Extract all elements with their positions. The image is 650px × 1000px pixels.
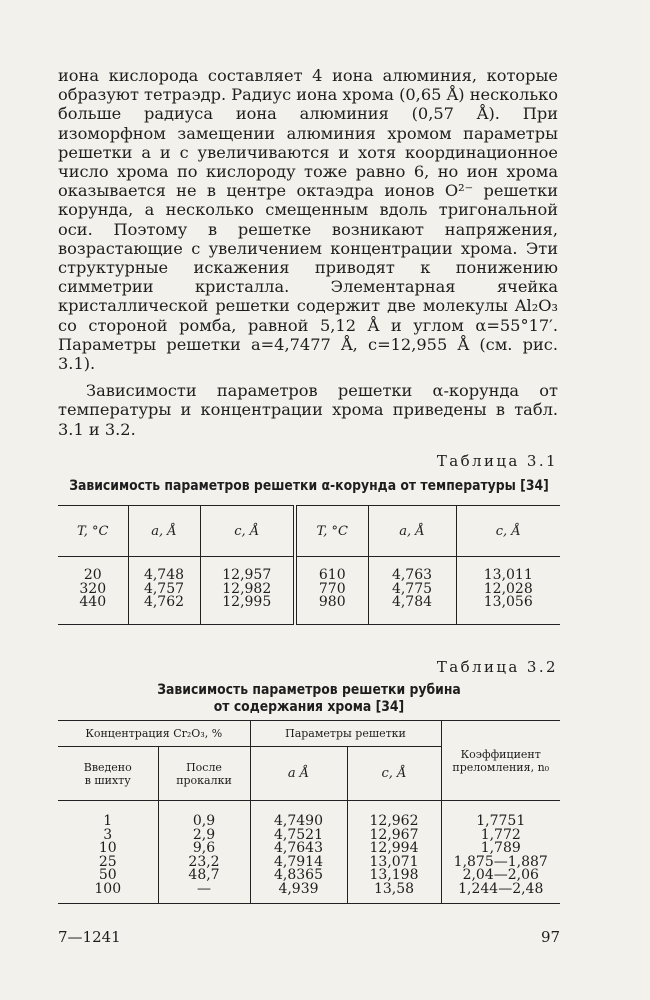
table2-header-after-calcination [158,747,250,801]
table2-header-a: a Å [250,747,347,801]
body-text [58,66,558,439]
table-cell: 13,011 [483,567,533,583]
header-line: Коэффициент [460,747,541,761]
table-cell: 1 [103,813,113,829]
table1-header-c1: c, Å [200,506,295,557]
table1-col-t1 [58,557,128,625]
table-cell: 100 [94,880,122,897]
table-row [58,557,560,625]
table2-col-refraction [441,801,560,904]
table-cell: 12,957 [222,567,272,583]
table2-title [58,682,560,716]
table-cell: 4,7643 [274,840,323,857]
footer-signature: 7—1241 [58,928,121,946]
table2-header-c: c, Å [347,747,441,801]
table-cell: 980 [318,594,346,610]
table-cell: 4,762 [143,594,185,610]
table1-header-t1: T, °C [58,506,128,557]
table1-header-t2: T, °C [295,506,368,557]
paragraph-1: иона кислорода составляет 4 иона алюминия, которые образуют тетраэдр. Радиус иона хрома (0,65 Å) несколько больше радиуса иона алюминия (0,57 Å). При изоморфном замещении алюминия хромом параметры решетки a и c увеличиваются и хотя координационное число хрома по кислороду тоже равно 6, но ион хрома оказывается не в центре октаэдра ионов O²⁻ решетки корунда, а несколько смещенным вдоль тригональной оси. Поэтому в решетке возникают напряжения, возрастающие с увеличением концентрации хрома. Эти структурные искажения приводят к понижению симметрии кристалла. Элементарная ячейка кристаллической решетки содержит две молекулы Al₂O₃ со стороной ромба, равной 5,12 Å и углом α=55°17′. Параметры решетки a=4,7477 Å, c=12,955 Å (см. рис. 3.1). [58,66,558,374]
table-cell: 13,58 [373,880,415,897]
table-cell: 1,875—1,887 [453,853,548,870]
table-cell: 25 [98,853,117,870]
table-cell: 2,9 [192,826,216,843]
table1-header-a1: a, Å [128,506,200,557]
table-cell: 12,994 [369,840,419,857]
table-cell: 770 [318,580,346,597]
table2-col-after [158,801,250,904]
table1-col-a1 [128,557,200,625]
table-row [58,801,560,904]
page-number: 97 [541,928,561,946]
table-cell: 3 [103,826,113,843]
table1-number: Таблица 3.1 [436,452,558,470]
table-cell: 20 [83,567,102,583]
table-cell: 4,7521 [274,826,323,843]
table1-header-a2: a, Å [368,506,456,557]
table-cell: 13,071 [369,853,419,870]
header-line: После [186,760,222,774]
table2-number: Таблица 3.2 [436,658,558,676]
paragraph-2: Зависимости параметров решетки α-корунда от температуры и концентрации хрома приведены в табл. 3.1 и 3.2. [58,381,558,439]
table2-header-introduced [58,747,158,801]
table2-col-c [347,801,441,904]
table2-title-line1: Зависимость параметров решетки рубина [157,682,461,698]
table2-col-introduced [58,801,158,904]
table-cell: 4,7490 [274,813,323,829]
table-cell: — [197,880,211,897]
header-line: прокалки [176,773,232,787]
table1-title: Зависимость параметров решетки α-корунда от температуры [34] [69,478,549,494]
header-line: преломления, n₀ [452,760,550,774]
table-cell: 23,2 [188,853,220,870]
table-cell: 13,198 [369,867,419,884]
table-cell: 4,757 [143,580,185,597]
table-cell: 4,939 [278,880,319,897]
table1-col-t2 [295,557,368,625]
table-cell: 13,056 [483,594,533,610]
table1-header-row [58,506,560,557]
table-cell: 9,6 [192,840,216,857]
table-cell: 4,775 [391,580,433,597]
table1-col-c1 [200,557,295,625]
table-cell: 320 [79,580,107,597]
table-cell: 12,995 [222,594,272,610]
table-cell: 1,772 [480,826,521,843]
table2 [58,720,560,904]
table-cell: 1,789 [480,840,521,857]
table-cell: 12,982 [222,580,272,597]
table-cell: 440 [79,594,107,610]
table-cell: 12,028 [483,580,533,597]
table-cell: 4,8365 [274,867,323,884]
table-cell: 4,7914 [274,853,323,870]
header-line: Введено [83,760,132,774]
table-cell: 4,784 [391,594,433,610]
table1 [58,505,560,625]
table-cell: 48,7 [188,867,220,884]
table-cell: 12,967 [369,826,419,843]
table2-group-header-row [58,721,560,747]
table-cell: 0,9 [192,813,216,829]
table2-group-lattice: Параметры решетки [250,721,441,747]
table-cell: 610 [318,567,346,583]
table-cell: 4,763 [391,567,433,583]
table-cell: 1,244—2,48 [458,880,544,897]
table2-title-line2: от содержания хрома [34] [213,699,405,715]
table1-header-c2: c, Å [456,506,560,557]
table1-col-c2 [456,557,560,625]
table2-header-refraction [441,721,560,801]
header-line: в шихту [84,773,131,787]
table-cell: 12,962 [369,813,419,829]
table-cell: 4,748 [143,567,185,583]
table-cell: 50 [98,867,117,884]
table-cell: 10 [98,840,117,857]
table2-col-a [250,801,347,904]
table-cell: 2,04—2,06 [462,867,539,884]
table1-col-a2 [368,557,456,625]
table-cell: 1,7751 [476,813,526,829]
table2-group-concentration: Концентрация Cr₂O₃, % [58,721,250,747]
